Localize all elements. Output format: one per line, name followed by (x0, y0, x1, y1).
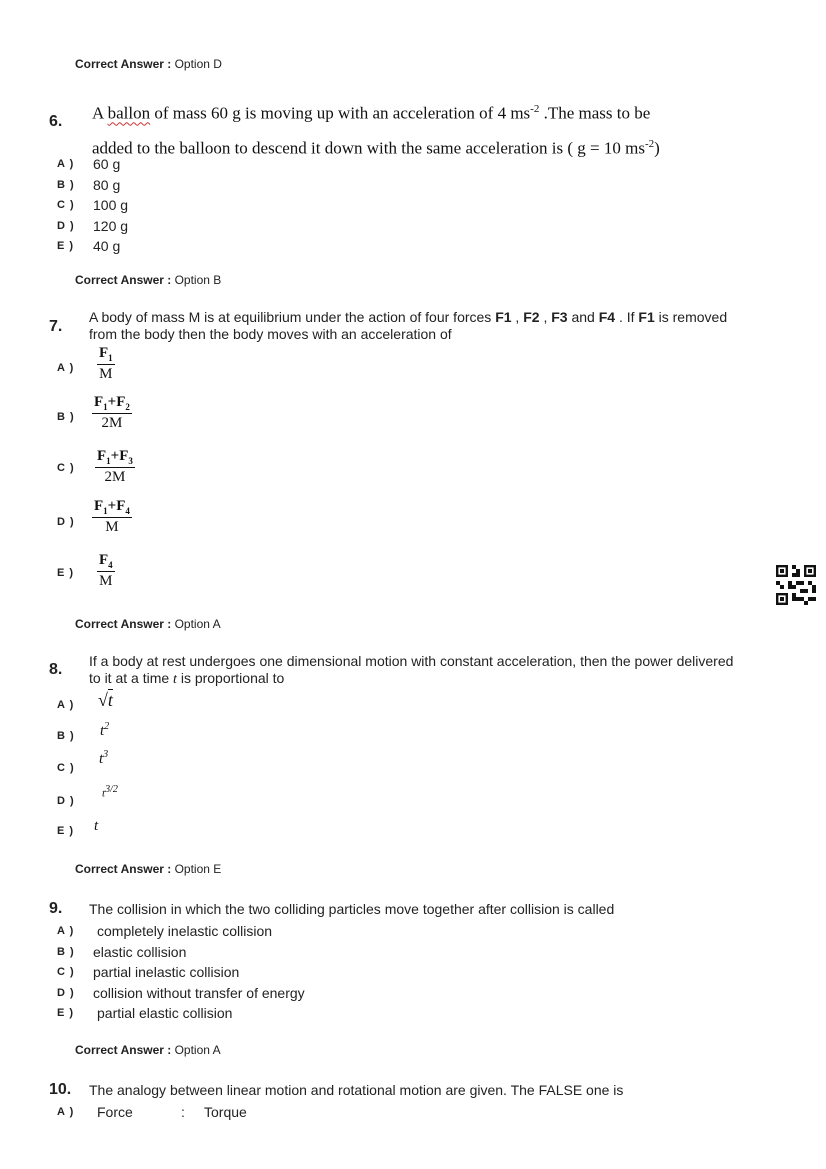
option-b[interactable]: B ) (57, 411, 75, 423)
question-6-text (92, 94, 782, 163)
option-e-math[interactable]: t (94, 818, 99, 834)
option-e-fraction[interactable]: $\frac{F_4}{M}$ (99, 552, 113, 589)
qr-code-icon (776, 565, 816, 605)
option-c-fraction[interactable]: $\frac{F_1+F_3}{2M}$ (97, 448, 133, 485)
option-a[interactable]: A ) 60 g (57, 156, 121, 173)
question-8-text (89, 653, 799, 688)
option-a[interactable]: A ) (57, 362, 75, 374)
question-6-options (57, 154, 128, 257)
option-a-math[interactable]: √t (98, 690, 113, 710)
question-number-7: 7. (49, 318, 63, 335)
option-b[interactable]: B ) 80 g (57, 176, 121, 193)
option-d-math[interactable]: $t^{3/2}$ (102, 784, 118, 800)
option-d[interactable]: D ) (57, 516, 75, 528)
option-c[interactable]: C ) (57, 462, 75, 474)
option-e[interactable]: E ) (57, 567, 75, 579)
option-c-math[interactable]: $t^3$ (99, 749, 109, 767)
option-d[interactable]: D ) 120 g (57, 217, 129, 234)
question-6-line-2: added to the balloon to descend it down with the same acceleration is ( g = 10 $ms^{-2}$) (92, 137, 660, 158)
correct-answer-q9: Correct Answer : Option A (75, 1043, 221, 1057)
option-a[interactable]: A ) (57, 699, 75, 711)
correct-answer-q7: Correct Answer : Option A (75, 617, 221, 631)
option-d[interactable]: D ) (57, 795, 75, 807)
option-c[interactable]: C ) (57, 762, 75, 774)
option-a[interactable]: A ) completely inelastic collision (57, 923, 273, 940)
correct-answer-value: Option D (174, 57, 222, 71)
question-number-9: 9. (49, 900, 63, 917)
question-number-8: 8. (49, 661, 63, 678)
option-c[interactable]: C ) partial inelastic collision (57, 964, 240, 981)
option-b-math[interactable]: $t^2$ (100, 721, 110, 739)
question-9-options (57, 921, 305, 1024)
option-b-fraction[interactable]: $\frac{F_1+F_2}{2M}$ (94, 394, 130, 431)
option-b[interactable]: B ) (57, 730, 75, 742)
option-e[interactable]: E ) (57, 825, 75, 837)
question-number-10: 10. (49, 1081, 72, 1098)
option-e[interactable]: E ) partial elastic collision (57, 1005, 233, 1022)
option-d[interactable]: D ) collision without transfer of energy (57, 984, 305, 1001)
option-a-fraction[interactable]: $\frac{F_1}{M}$ (99, 345, 113, 382)
question-10-text: The analogy between linear motion and rotational motion are given. The FALSE one is (89, 1082, 624, 1098)
question-7-text (89, 309, 789, 343)
option-c[interactable]: C ) 100 g (57, 197, 129, 214)
correct-answer-q8: Correct Answer : Option E (75, 862, 222, 876)
question-7-line-1: A body of mass M is at equilibrium under the action of four forces F1 , F2 , F3 and F4 . If F1 is removed (89, 309, 728, 325)
question-7-line-2: from the body then the body moves with an acceleration of (89, 326, 452, 342)
question-9-text: The collision in which the two colliding particles move together after collision is called (89, 901, 615, 917)
option-d-fraction[interactable]: $\frac{F_1+F_4}{M}$ (94, 498, 130, 535)
correct-answer-q5 (75, 57, 222, 71)
correct-answer-label: Correct Answer : (75, 57, 172, 71)
question-8-line-1: If a body at rest undergoes one dimensional motion with constant acceleration, then the power delivered (89, 653, 734, 669)
question-6-line-1: A ballon of mass 60 g is moving up with an acceleration of 4 $ms^{-2}$ .The mass to be (92, 103, 651, 123)
correct-answer-q6: Correct Answer : Option B (75, 273, 222, 287)
question-8-line-2: to it at a time t is proportional to (89, 670, 285, 687)
option-a[interactable]: A ) Force : Torque (57, 1104, 247, 1120)
option-b[interactable]: B ) elastic collision (57, 943, 187, 960)
question-number-6: 6. (49, 113, 63, 130)
option-e[interactable]: E ) 40 g (57, 238, 121, 255)
